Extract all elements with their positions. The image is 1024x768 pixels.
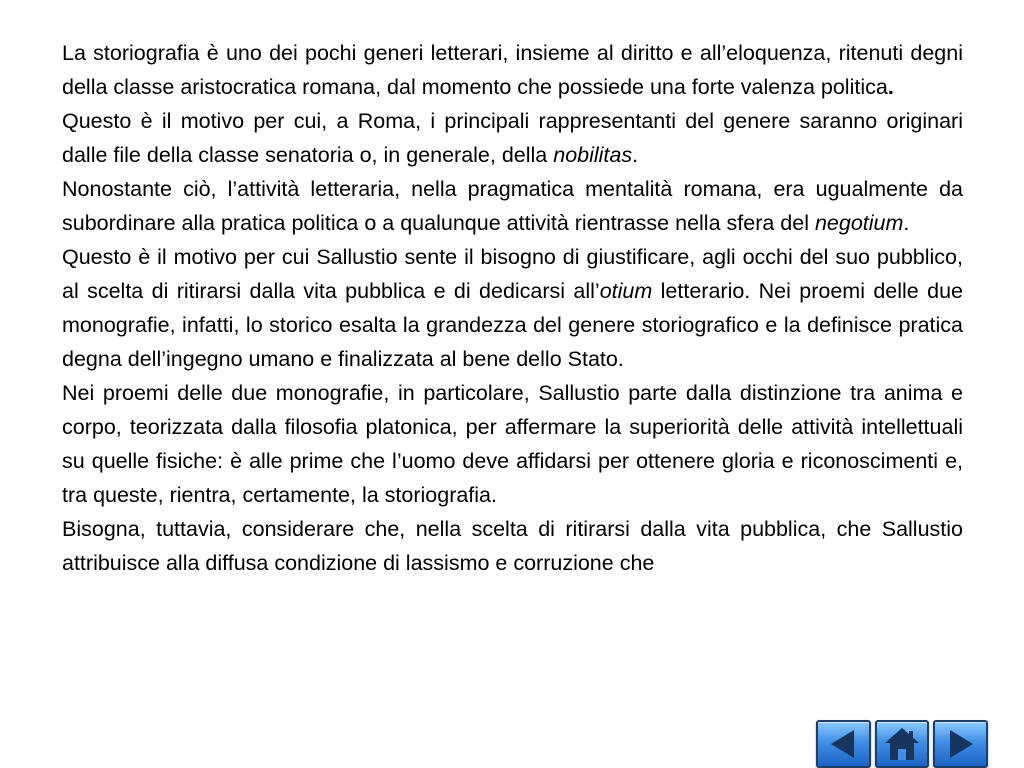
paragraph-4-tail: letterario. Nei proemi delle due monografie, infatti, lo storico esalta la grandezza del genere storiografico e la definisce pratica degna dell’ingegno umano e finalizzata al bene dello Stato. — [62, 279, 963, 371]
paragraph-3-tail: . — [903, 211, 910, 235]
slide-navigation — [816, 720, 988, 768]
paragraph-2 — [62, 104, 963, 172]
paragraph-5-text: Nei proemi delle due monografie, in particolare, Sallustio parte dalla distinzione tra anima e corpo, teorizzata dalla filosofia platonica, per affermare la superiorità delle attività intellettuali su quelle fisiche: è alle prime che l’uomo deve affidarsi per ottenere gloria e riconoscimenti e, tra queste, rientra, certamente, la storiografia. — [62, 381, 963, 507]
paragraph-3 — [62, 172, 963, 240]
paragraph-4 — [62, 240, 963, 376]
slide-body-text — [62, 36, 963, 580]
paragraph-4-text: Questo è il motivo per cui Sallustio sente il bisogno di giustificare, agli occhi del suo pubblico, al scelta di ritirarsi dalla vita pubblica e di dedicarsi all’ — [62, 245, 963, 303]
paragraph-1-bold-period: . — [887, 75, 894, 99]
paragraph-4-italic-term: otium — [599, 279, 653, 303]
home-icon — [883, 726, 921, 762]
previous-arrow-icon — [826, 727, 860, 761]
paragraph-2-tail: . — [632, 143, 639, 167]
previous-slide-button[interactable] — [816, 720, 871, 768]
next-slide-button[interactable] — [933, 720, 988, 768]
paragraph-1-text: La storiografia è uno dei pochi generi letterari, insieme al diritto e all’eloquenza, ritenuti degni della classe aristocratica romana, dal momento che possiede una forte valenza politica — [62, 41, 963, 99]
home-button[interactable] — [875, 720, 930, 768]
paragraph-6 — [62, 512, 963, 580]
paragraph-5 — [62, 376, 963, 512]
paragraph-2-text: Questo è il motivo per cui, a Roma, i principali rappresentanti del genere saranno originari dalle file della classe senatoria o, in generale, della — [62, 109, 963, 167]
paragraph-3-italic-term: negotium — [814, 211, 904, 235]
paragraph-3-text: Nonostante ciò, l’attività letteraria, nella pragmatica mentalità romana, era ugualmente da subordinare alla pratica politica o a qualunque attività rientrasse nella sfera del — [62, 177, 963, 235]
paragraph-1 — [62, 36, 963, 104]
next-arrow-icon — [944, 727, 978, 761]
paragraph-2-italic-term: nobilitas — [553, 143, 633, 167]
paragraph-6-text: Bisogna, tuttavia, considerare che, nella scelta di ritirarsi dalla vita pubblica, che Sallustio attribuisce alla diffusa condizione di lassismo e corruzione che — [62, 517, 963, 575]
